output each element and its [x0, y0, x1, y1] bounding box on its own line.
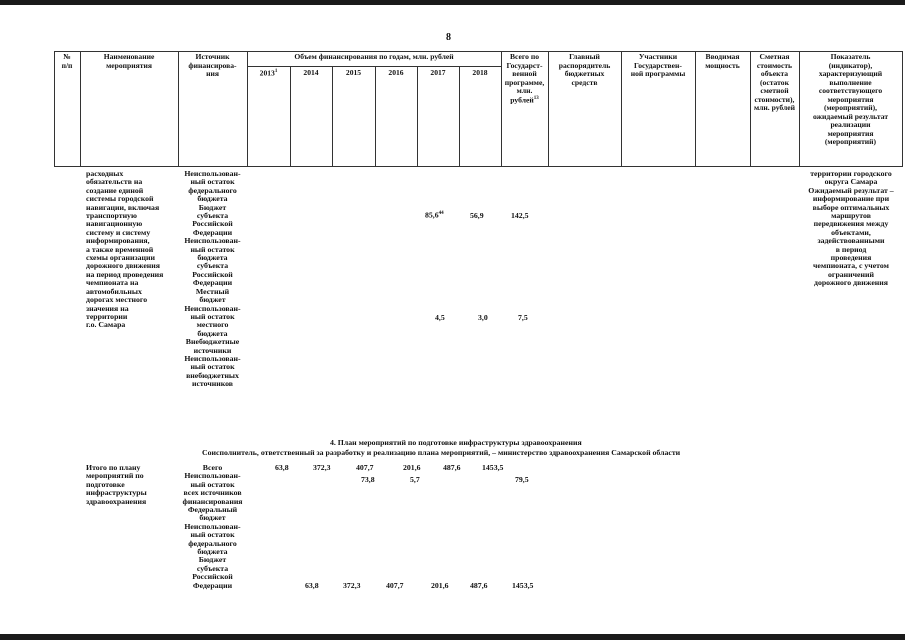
subject-2013: 63,8 — [305, 581, 319, 590]
total-2017: 487,6 — [443, 463, 461, 472]
header-indicator: Показатель (индикатор), характеризующий выполнение соответствующего мероприятия (мероприятий), ожидаемый результат реализации мероприятия (мероприятий) — [812, 52, 889, 146]
page-number: 8 — [446, 32, 451, 43]
header-year-2015: 2015 — [345, 68, 362, 77]
years-subheader-line — [247, 66, 501, 67]
total-2014: 372,3 — [313, 463, 331, 472]
col-line — [459, 66, 460, 167]
header-year-2017: 2017 — [430, 68, 446, 77]
header-total: Всего по Государст- венной программе, млн. рублей$^{13}$ — [504, 52, 545, 105]
header-year-2016: 2016 — [388, 68, 404, 77]
bottom-border — [0, 634, 905, 640]
subject-total: 1453,5 — [512, 581, 534, 590]
header-bottom-line — [54, 166, 902, 167]
measure-name-cell: расходных обязательств на создание единой системы городской навигации, включая транспортную навигационную систему и систему информирования, а также временной схемы организации дорожного движения на период проведения чемпионата на автомобильных дорогах местного значения на территории г.о. Самара — [86, 169, 164, 330]
header-name: Наименование мероприятия — [103, 52, 155, 70]
header-estimate: Сметная стоимость объекта (остаток сметной стоимости), млн. рублей — [753, 52, 796, 112]
funding-sources-cell: Неиспользован- ный остаток федерального бюджета Бюджет субъекта Российской Федерации Неиспользован- ный остаток бюджета субъекта Российской Федерации Местный бюджет Неиспользован- ный остаток местного бюджета Внебюджетные источники Неиспользован- ный остаток внебюджетных источников — [184, 169, 241, 389]
header-no: № п/п — [61, 52, 73, 70]
subject-2016: 201,6 — [431, 581, 449, 590]
unused-total: 79,5 — [515, 475, 529, 484]
header-participants: Участники Государствен- ной программы — [630, 52, 686, 78]
col-line — [332, 66, 333, 167]
subject-2017: 487,6 — [470, 581, 488, 590]
header-volume: Объем финансирования по годам, млн. рублей — [294, 52, 454, 61]
plan-total-name-cell: Итого по плану мероприятий по подготовке инфраструктуры здравоохранения — [86, 463, 147, 506]
header-capacity: Вводимая мощность — [705, 52, 740, 70]
local-budget-2018: 3,0 — [478, 313, 488, 322]
subject-budget-total: 142,5 — [511, 211, 529, 220]
col-line — [417, 66, 418, 167]
total-2018-total: 1453,5 — [482, 463, 504, 472]
unused-2015: 73,8 — [361, 475, 375, 484]
subject-budget-2017: 85,6$^{44}$ — [425, 210, 444, 220]
header-main-manager: Главный распорядитель бюджетных средств — [558, 52, 611, 87]
col-line — [375, 66, 376, 167]
subject-budget-2018: 56,9 — [470, 211, 484, 220]
total-2015: 407,7 — [356, 463, 374, 472]
local-budget-2017: 4,5 — [435, 313, 445, 322]
local-budget-total: 7,5 — [518, 313, 528, 322]
total-2013: 63,8 — [275, 463, 289, 472]
plan-sources-cell: Всего Неиспользован- ный остаток всех источников финансирования Федеральный бюджет Неиспользован- ный остаток федерального бюджета Бюджет субъекта Российской Федерации — [182, 463, 243, 590]
top-border — [0, 0, 905, 5]
subject-2014: 372,3 — [343, 581, 361, 590]
total-2016: 201,6 — [403, 463, 421, 472]
section-title: 4. План мероприятий по подготовке инфраструктуры здравоохранения — [330, 438, 582, 447]
header-source: Источник финансирова- ния — [188, 52, 237, 78]
header-year-2018: 2018 — [472, 68, 488, 77]
subject-2015: 407,7 — [386, 581, 404, 590]
col-line — [902, 51, 903, 167]
header-year-2014: 2014 — [303, 68, 319, 77]
col-line — [290, 66, 291, 167]
section-subtitle: Соисполнитель, ответственный за разработку и реализацию плана мероприятий, – министерство здравоохранения Самарской области — [202, 448, 681, 457]
header-year-2013: 2013$^1$ — [259, 68, 278, 78]
unused-2016: 5,7 — [410, 475, 420, 484]
indicator-cell: территории городского округа Самара Ожидаемый результат – информирование при выборе оптимальных маршрутов передвижения между объектами, задействованными в период проведения чемпионата, с учетом ограничений дорожного движения — [808, 169, 894, 288]
